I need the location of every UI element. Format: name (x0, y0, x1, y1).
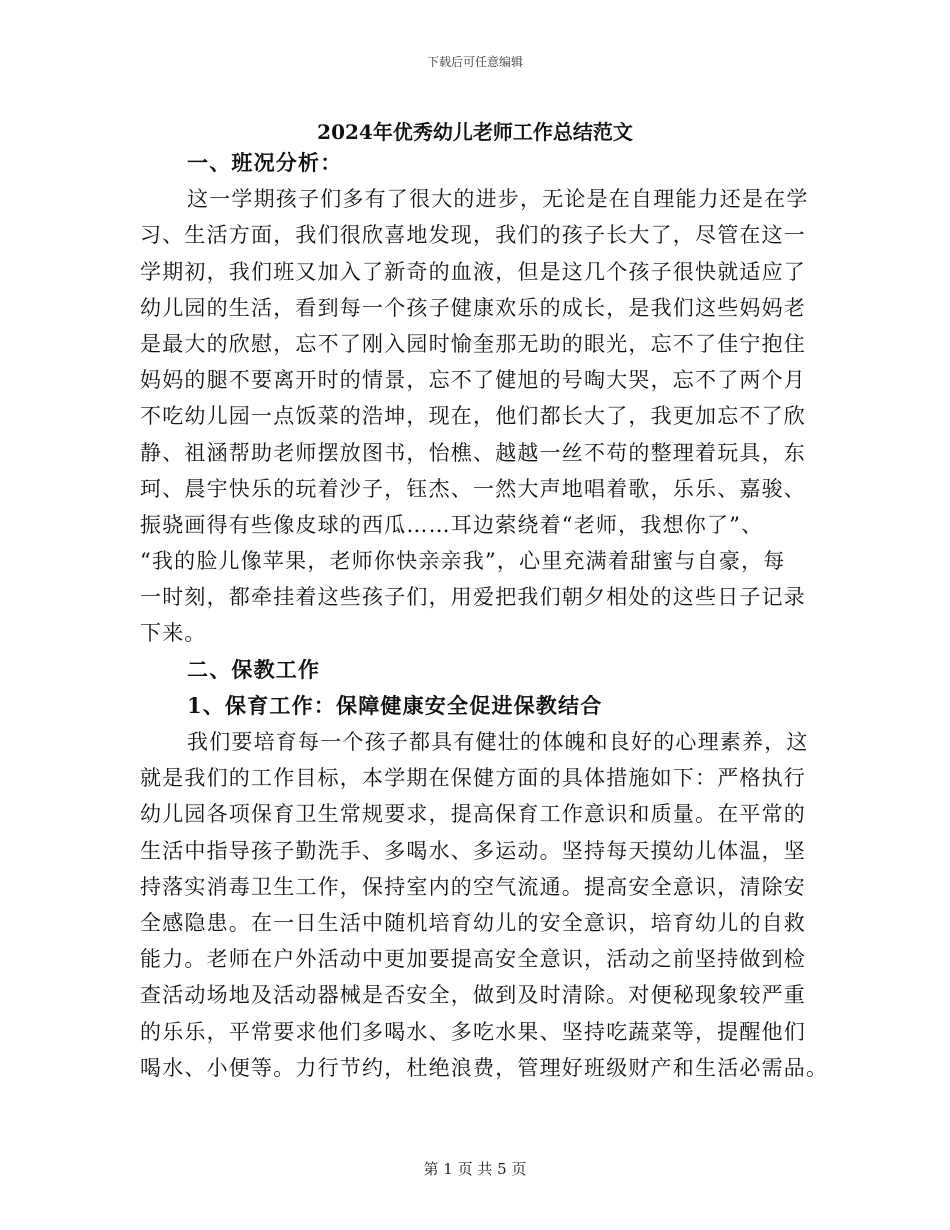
paragraph-line: 习、生活方面，我们很欣喜地发现，我们的孩子长大了，尽管在这一 (140, 223, 806, 248)
paragraph-line: 静、祖涵帮助老师摆放图书，怡樵、越越一丝不苟的整理着玩具，东 (140, 440, 806, 465)
document-title: 2024年优秀幼儿老师工作总结范文 (317, 120, 633, 144)
paragraph-line: 不吃幼儿园一点饭菜的浩坤，现在，他们都长大了，我更加忘不了欣 (140, 404, 806, 429)
paragraph-line: 幼儿园的生活，看到每一个孩子健康欢乐的成长，是我们这些妈妈老 (140, 295, 806, 320)
paragraph-line: 珂、晨宇快乐的玩着沙子，钰杰、一然大声地唱着歌，乐乐、嘉骏、 (140, 476, 806, 501)
paragraph-line: 查活动场地及活动器械是否安全，做到及时清除。对便秘现象较严重 (140, 983, 806, 1008)
section-heading: 1、保育工作：保障健康安全促进保教结合 (187, 692, 603, 718)
paragraph-line: 我们要培育每一个孩子都具有健壮的体魄和良好的心理素养，这 (187, 730, 809, 754)
page-footer: 第 1 页 共 5 页 (423, 1160, 527, 1178)
paragraph-line: 持落实消毒卫生工作，保持室内的空气流通。提高安全意识，清除安 (140, 874, 806, 899)
paragraph-line: 全感隐患。在一日生活中随机培育幼儿的安全意识，培育幼儿的自救 (140, 910, 806, 935)
header-note: 下载后可任意编辑 (426, 55, 523, 69)
paragraph-line: 一时刻，都牵挂着这些孩子们，用爱把我们朝夕相处的这些日子记录 (140, 585, 806, 610)
paragraph-line: 这一学期孩子们多有了很大的进步，无论是在自理能力还是在学 (187, 187, 809, 212)
paragraph-line: 振骁画得有些像皮球的西瓜……耳边萦绕着“老师，我想你了”、 (140, 512, 764, 537)
paragraph-line: “我的脸儿像苹果，老师你快亲亲我”，心里充满着甜蜜与自豪，每 (140, 549, 786, 574)
paragraph-line: 下来。 (140, 621, 207, 646)
paragraph-line: 学期初，我们班又加入了新奇的血液，但是这几个孩子很快就适应了 (140, 259, 806, 284)
paragraph-line: 喝水、小便等。力行节约，杜绝浪费，管理好班级财产和生活必需品。 (140, 1055, 829, 1080)
paragraph-line: 就是我们的工作目标，本学期在保健方面的具体措施如下：严格执行 (140, 766, 806, 791)
document-body (140, 145, 829, 1086)
paragraph-line: 的乐乐，平常要求他们多喝水、多吃水果、坚持吃蔬菜等，提醒他们 (140, 1019, 806, 1044)
paragraph-line: 幼儿园各项保育卫生常规要求，提高保育工作意识和质量。在平常的 (140, 802, 806, 827)
paragraph-line: 是最大的欣慰，忘不了刚入园时愉奎那无助的眼光，忘不了佳宁抱住 (140, 331, 806, 356)
paragraph-line: 生活中指导孩子勤洗手、多喝水、多运动。坚持每天摸幼儿体温，坚 (140, 838, 806, 863)
paragraph-line: 能力。老师在户外活动中更加要提高安全意识，活动之前坚持做到检 (140, 947, 806, 972)
paragraph-line: 妈妈的腿不要离开时的情景，忘不了健旭的号啕大哭，忘不了两个月 (140, 368, 806, 393)
section-heading: 一、班况分析： (187, 150, 343, 175)
section-heading: 二、保教工作 (187, 656, 321, 682)
